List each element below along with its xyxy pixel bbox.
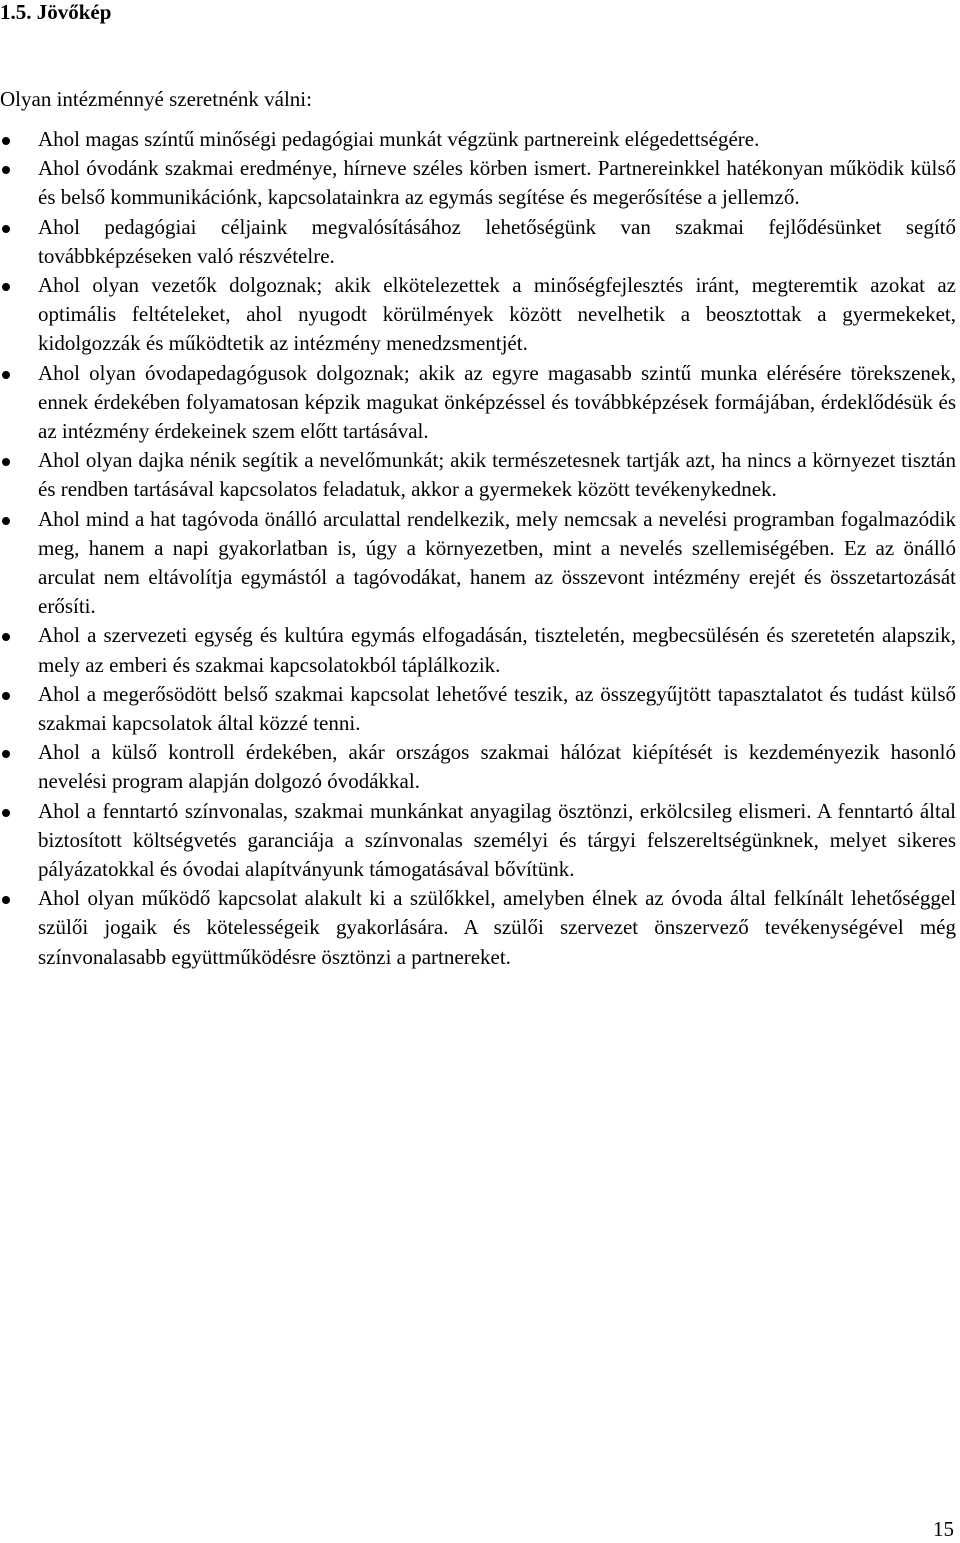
list-item-text: Ahol a külső kontroll érdekében, akár országos szakmai hálózat kiépítését is kezdeményezik hasonló nevelési program alapján dolgozó óvodákkal. [38,740,956,794]
bullet-icon [2,137,10,145]
bullet-icon [2,283,10,291]
bullet-icon [2,458,10,466]
list-item [0,359,956,447]
bullet-icon [2,896,10,904]
intro-text: Olyan intézménnyé szeretnénk válni: [0,87,312,111]
bullet-icon [2,166,10,174]
list-item-text: Ahol a megerősödött belső szakmai kapcsolat lehetővé teszik, az összegyűjtött tapasztalatot és tudást külső szakmai kapcsolatok által közzé tenni. [38,681,956,736]
list-item [0,271,956,359]
list-item-text: Ahol olyan dajka nénik segítik a nevelőmunkát; akik természetesnek tartják azt, ha nincs a környezet tisztán és rendben tartásával kapcsolatos feladatuk, akkor a gyermekek között tevékenykednek. [38,448,956,502]
list-item [0,446,956,504]
list-item-text: Ahol a szervezeti egység és kultúra egymás elfogadásán, tiszteletén, megbecsülésén és szeretetén alapszik, mely az emberi és szakmai kapcsolatokból táplálkozik. [38,623,956,677]
list-item [0,680,956,738]
bullet-icon [2,750,10,758]
vision-bullet-list [0,125,956,972]
bullet-icon [2,225,10,233]
list-item [0,797,956,885]
bullet-icon [2,371,10,379]
list-item [0,884,956,972]
bullet-icon [2,692,10,700]
list-item-text: Ahol mind a hat tagóvoda önálló arculattal rendelkezik, mely nemcsak a nevelési programban fogalmazódik meg, hanem a napi gyakorlatban is, úgy a környezetben, mint a nevelés szellemiségében. Ez az önálló arculat nem eltávolítja egymástól a tagóvodákat, hanem az összevont intézmény erejét és összetartozását erősíti. [38,506,956,619]
list-item-text: Ahol a fenntartó színvonalas, szakmai munkánkat anyagilag ösztönzi, erkölcsileg elismeri. A fenntartó által biztosított költségvetés garanciája a színvonalas személyi és tárgyi felszereltségünknek, melyet sikeres pályázatokkal és óvodai alapítványunk támogatásával bővítünk. [38,798,956,882]
list-item [0,621,956,679]
list-item [0,213,956,271]
list-item [0,154,956,212]
list-item-text: Ahol pedagógiai céljaink megvalósításához lehetőségünk van szakmai fejlődésünket segítő továbbképzéseken való részvételre. [38,214,956,268]
bullet-icon [2,517,10,525]
list-item [0,505,956,622]
page-number: 15 [933,1517,954,1541]
list-item-text: Ahol magas színtű minőségi pedagógiai munkát végzünk partnereink elégedettségére. [38,127,760,151]
bullet-icon [2,809,10,817]
list-item-text: Ahol olyan működő kapcsolat alakult ki a szülőkkel, amelyben élnek az óvoda által felkínált lehetőséggel szülői jogaik és kötelességeik gyakorlására. A szülői szervezet önszervező tevékenységével még színvonalasabb együttműködésre ösztönzi a partnereket. [38,886,956,969]
list-item [0,738,956,796]
list-item [0,125,956,154]
list-item-text: Ahol olyan vezetők dolgoznak; akik elkötelezettek a minőségfejlesztés iránt, megteremtik azokat az optimális feltételeket, ahol nyugodt körülmények között nevelhetik a beosztottak a gyermekeket, kidolgozzák és működtetik az intézmény menedzsmentjét. [38,273,956,356]
bullet-icon [2,633,10,641]
section-heading: 1.5. Jövőkép [0,0,112,24]
list-item-text: Ahol óvodánk szakmai eredménye, hírneve széles körben ismert. Partnereinkkel hatékonyan működik külső és belső kommunikációnk, kapcsolatainkra az egymás segítése és megerősítése a jellemző. [38,156,956,210]
list-item-text: Ahol olyan óvodapedagógusok dolgoznak; akik az egyre magasabb szintű munka elérésére törekszenek, ennek érdekében folyamatosan képzik magukat önképzéssel és továbbképzések formájában, érdeklődésük és az intézmény érdekeinek szem előtt tartásával. [38,360,956,444]
